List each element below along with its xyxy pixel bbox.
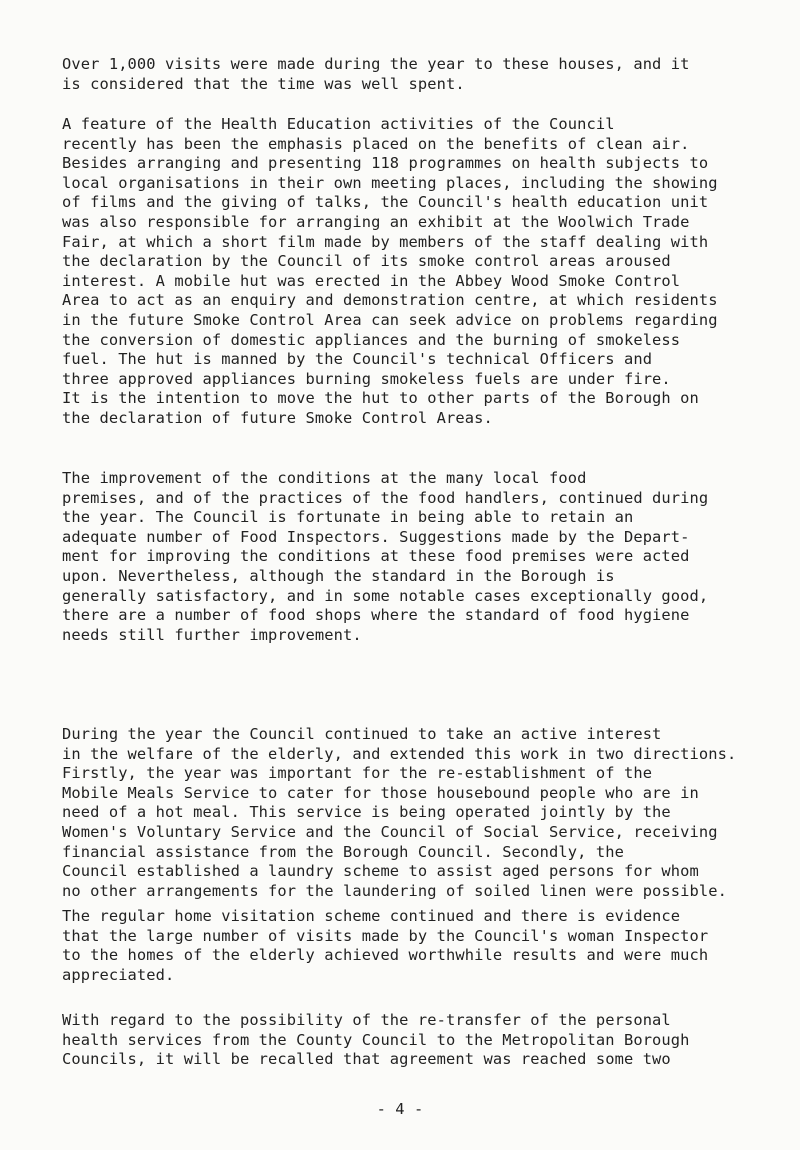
text-line: to the homes of the elderly achieved worthwhile results and were much [62,946,709,965]
text-line: needs still further improvement. [62,625,362,644]
text-line: Besides arranging and presenting 118 programmes on health subjects to [62,154,709,173]
text-line: Over 1,000 visits were made during the year to these houses, and it [62,55,690,73]
text-line: adequate number of Food Inspectors. Suggestions made by the Depart- [62,527,690,546]
text-line: upon. Nevertheless, although the standard in the Borough is [62,566,615,585]
text-line: fuel. The hut is manned by the Council's technical Officers and [62,350,653,369]
text-line: A feature of the Health Education activities of the Council [62,115,615,133]
text-line: The regular home visitation scheme continued and there is evidence [62,907,681,925]
text-line: the declaration by the Council of its smoke control areas aroused [62,252,671,271]
text-line: recently has been the emphasis placed on the benefits of clean air. [62,134,690,153]
paragraph-elderly-welfare [62,725,782,901]
text-line: the declaration of future Smoke Control Areas. [62,408,493,427]
text-line: is considered that the time was well spent. [62,74,465,93]
text-line: Mobile Meals Service to cater for those housebound people who are in [62,783,699,802]
text-line: of films and the giving of talks, the Council's health education unit [62,193,709,212]
text-line: health services from the County Council to the Metropolitan Borough [62,1030,690,1049]
text-line: Fair, at which a short film made by members of the staff dealing with [62,232,709,251]
text-line: was also responsible for arranging an exhibit at the Woolwich Trade [62,212,690,231]
text-line: The improvement of the conditions at the many local food [62,469,587,487]
text-line: premises, and of the practices of the food handlers, continued during [62,488,709,507]
text-line: the year. The Council is fortunate in being able to retain an [62,508,634,527]
text-line: Firstly, the year was important for the re-establishment of the [62,764,653,783]
text-line: the conversion of domestic appliances and the burning of smokeless [62,330,681,349]
text-line: no other arrangements for the laundering of soiled linen were possible. [62,881,727,900]
paragraph-food-premises [62,469,782,645]
paragraph-re-transfer [62,1011,782,1070]
text-line: Councils, it will be recalled that agreement was reached some two [62,1050,671,1069]
paragraph-home-visitation [62,907,782,985]
text-line: appreciated. [62,965,175,984]
text-line: in the welfare of the elderly, and extended this work in two directions. [62,744,737,763]
text-line: Council established a laundry scheme to assist aged persons for whom [62,862,699,881]
text-line: Women's Voluntary Service and the Council of Social Service, receiving [62,822,718,841]
text-line: that the large number of visits made by the Council's woman Inspector [62,926,709,945]
text-line: Area to act as an enquiry and demonstration centre, at which residents [62,291,718,310]
text-line: It is the intention to move the hut to other parts of the Borough on [62,389,699,408]
text-line: in the future Smoke Control Area can seek advice on problems regarding [62,310,718,329]
text-line: With regard to the possibility of the re-transfer of the personal [62,1011,671,1029]
text-line: During the year the Council continued to take an active interest [62,725,662,743]
text-line: local organisations in their own meeting places, including the showing [62,173,718,192]
text-line: interest. A mobile hut was erected in the Abbey Wood Smoke Control [62,271,681,290]
page-number: - 4 - [376,1100,424,1118]
text-line: ment for improving the conditions at these food premises were acted [62,547,690,566]
paragraph-health-education [62,115,782,429]
text-line: three approved appliances burning smokeless fuels are under fire. [62,369,671,388]
text-line: generally satisfactory, and in some notable cases exceptionally good, [62,586,709,605]
text-line: need of a hot meal. This service is being operated jointly by the [62,803,671,822]
text-line: there are a number of food shops where the standard of food hygiene [62,606,690,625]
paragraph-visits [62,55,782,94]
text-line: financial assistance from the Borough Council. Secondly, the [62,842,624,861]
